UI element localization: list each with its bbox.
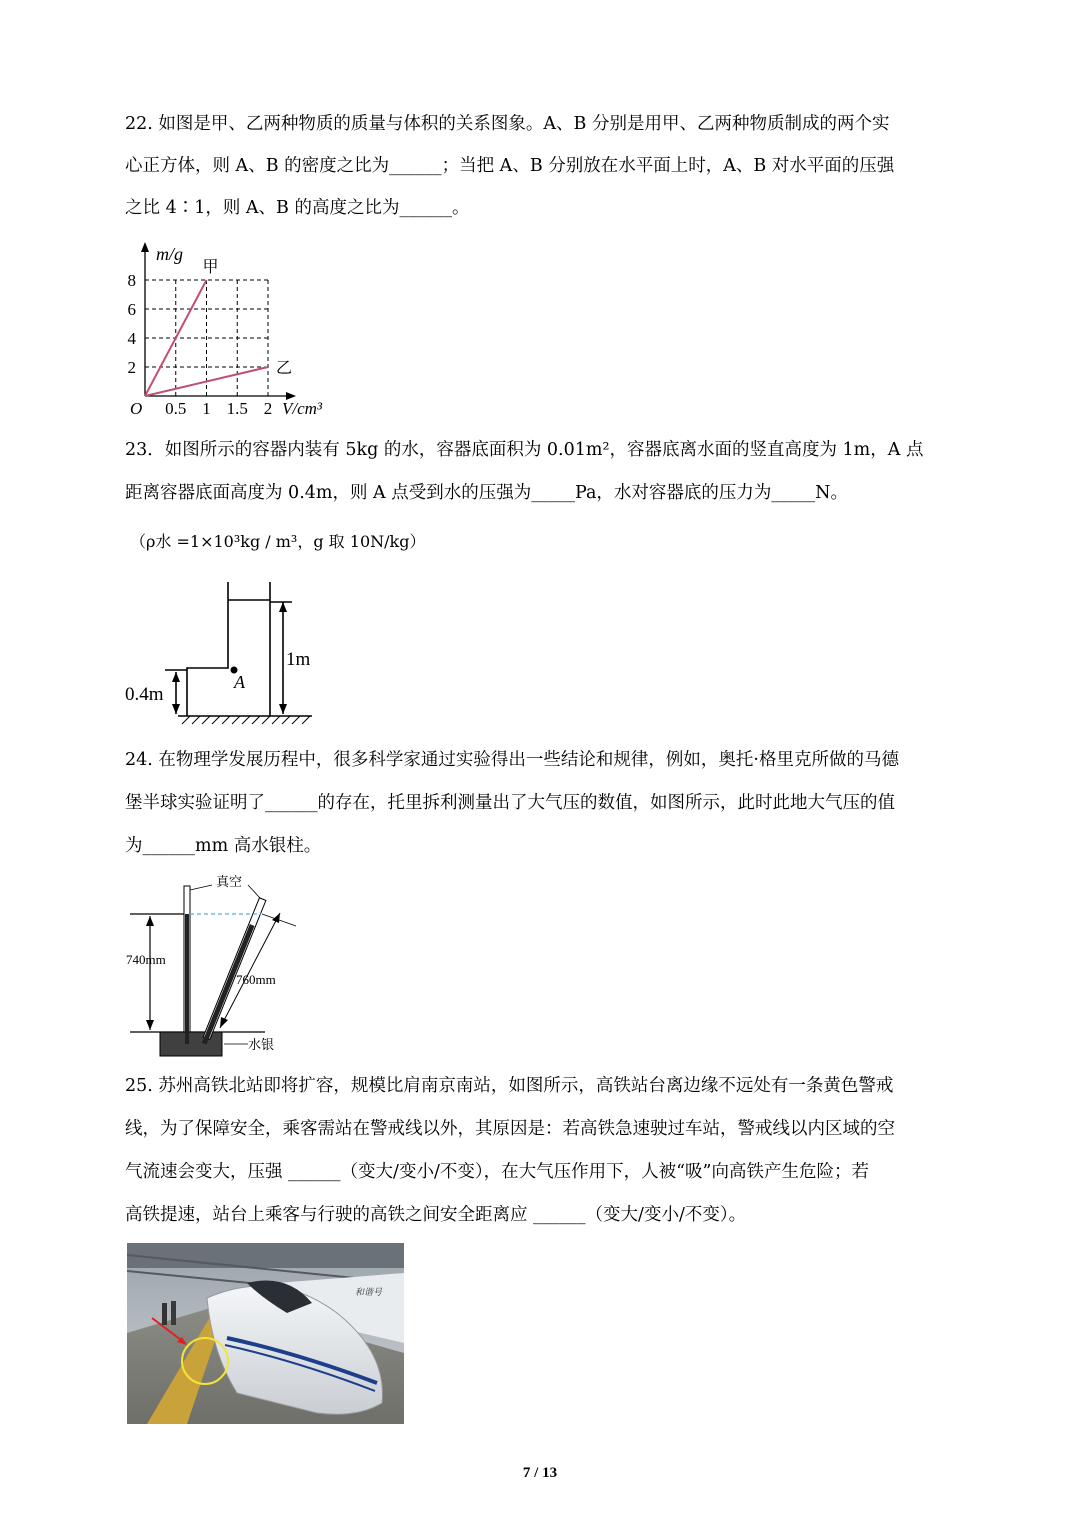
vacuum-label: 真空 <box>216 875 243 890</box>
series-label-yi: 乙 <box>276 358 293 377</box>
mass-volume-chart <box>120 238 350 423</box>
x-tick-label-3: 2 <box>263 399 273 418</box>
h740-label: 740mm <box>126 952 166 967</box>
q23-line-2: 距离容器底面高度为 0.4m，则 A 点受到水的压强为_____Pa，水对容器底的压力为_____N。 <box>125 483 848 503</box>
mercury-label: 水银 <box>248 1038 275 1053</box>
q24-line-3: 为______mm 高水银柱。 <box>125 836 322 856</box>
q25-line-2: 线，为了保障安全，乘客需站在警戒线以外，其原因是：若高铁急速驶过车站，警戒线以内区域的空 <box>125 1119 895 1139</box>
x-tick-label-0: 0.5 <box>165 399 187 418</box>
q22-line-1: 22. 如图是甲、乙两种物质的质量与体积的关系图象。A、B 分别是用甲、乙两种物质制成的两个实 <box>125 114 890 134</box>
q24-line-1: 24. 在物理学发展历程中，很多科学家通过实验得出一些结论和规律，例如，奥托·格里克所做的马德 <box>125 750 899 770</box>
torricelli-diagram <box>120 868 320 1058</box>
x-tick-label-2: 1.5 <box>226 399 248 418</box>
q24-line-2: 堡半球实验证明了______的存在，托里拆利测量出了大气压的数值，如图所示，此时此地大气压的值 <box>125 793 895 813</box>
y-axis-arrow <box>141 242 149 252</box>
page-number: 7 / 13 <box>522 1465 558 1481</box>
chart-origin-label: O <box>130 399 143 418</box>
y-tick-label-3: 8 <box>127 271 136 290</box>
x-tick-label-1: 1 <box>202 399 211 418</box>
point-a-label: A <box>234 672 245 692</box>
q25-line-3: 气流速会变大，压强 ______（变大/变小/不变），在大气压作用下，人被“吸”向高铁产生危险；若 <box>125 1162 869 1182</box>
h760-label: 760mm <box>236 972 276 987</box>
y-tick-label-0: 2 <box>127 358 136 377</box>
y-tick-label-1: 4 <box>127 329 136 348</box>
q22-line-2: 心正方体，则 A、B 的密度之比为______；当把 A、B 分别放在水平面上时，A、B 对水平面的压强 <box>125 156 895 176</box>
q23-line-1: 23．如图所示的容器内装有 5kg 的水，容器底面积为 0.01m²，容器底离水面的竖直高度为 1m，A 点 <box>125 440 924 460</box>
series-label-jia: 甲 <box>202 257 219 276</box>
height-1m-label: 1m <box>286 649 311 670</box>
photo-train-text: 和谐号 <box>355 1288 383 1298</box>
chart-grid <box>145 280 268 396</box>
train-station-photo <box>127 1243 404 1424</box>
q22-line-3: 之比 4∶1，则 A、B 的高度之比为______。 <box>125 198 470 218</box>
container-diagram <box>120 580 320 730</box>
chart-xlabel: V/cm³ <box>282 399 323 418</box>
q25-line-1: 25. 苏州高铁北站即将扩容，规模比肩南京南站，如图所示，高铁站台离边缘不远处有一条黄色警戒 <box>125 1076 894 1096</box>
y-tick-label-2: 6 <box>127 300 136 319</box>
height-04m-label: 0.4m <box>125 684 164 705</box>
chart-ylabel: m/g <box>156 244 183 264</box>
q23-constants: （ρ水 =1×10³kg / m³，g 取 10N/kg） <box>130 532 426 551</box>
q25-line-4: 高铁提速，站台上乘客与行驶的高铁之间安全距离应 ______（变大/变小/不变）。 <box>125 1205 747 1225</box>
